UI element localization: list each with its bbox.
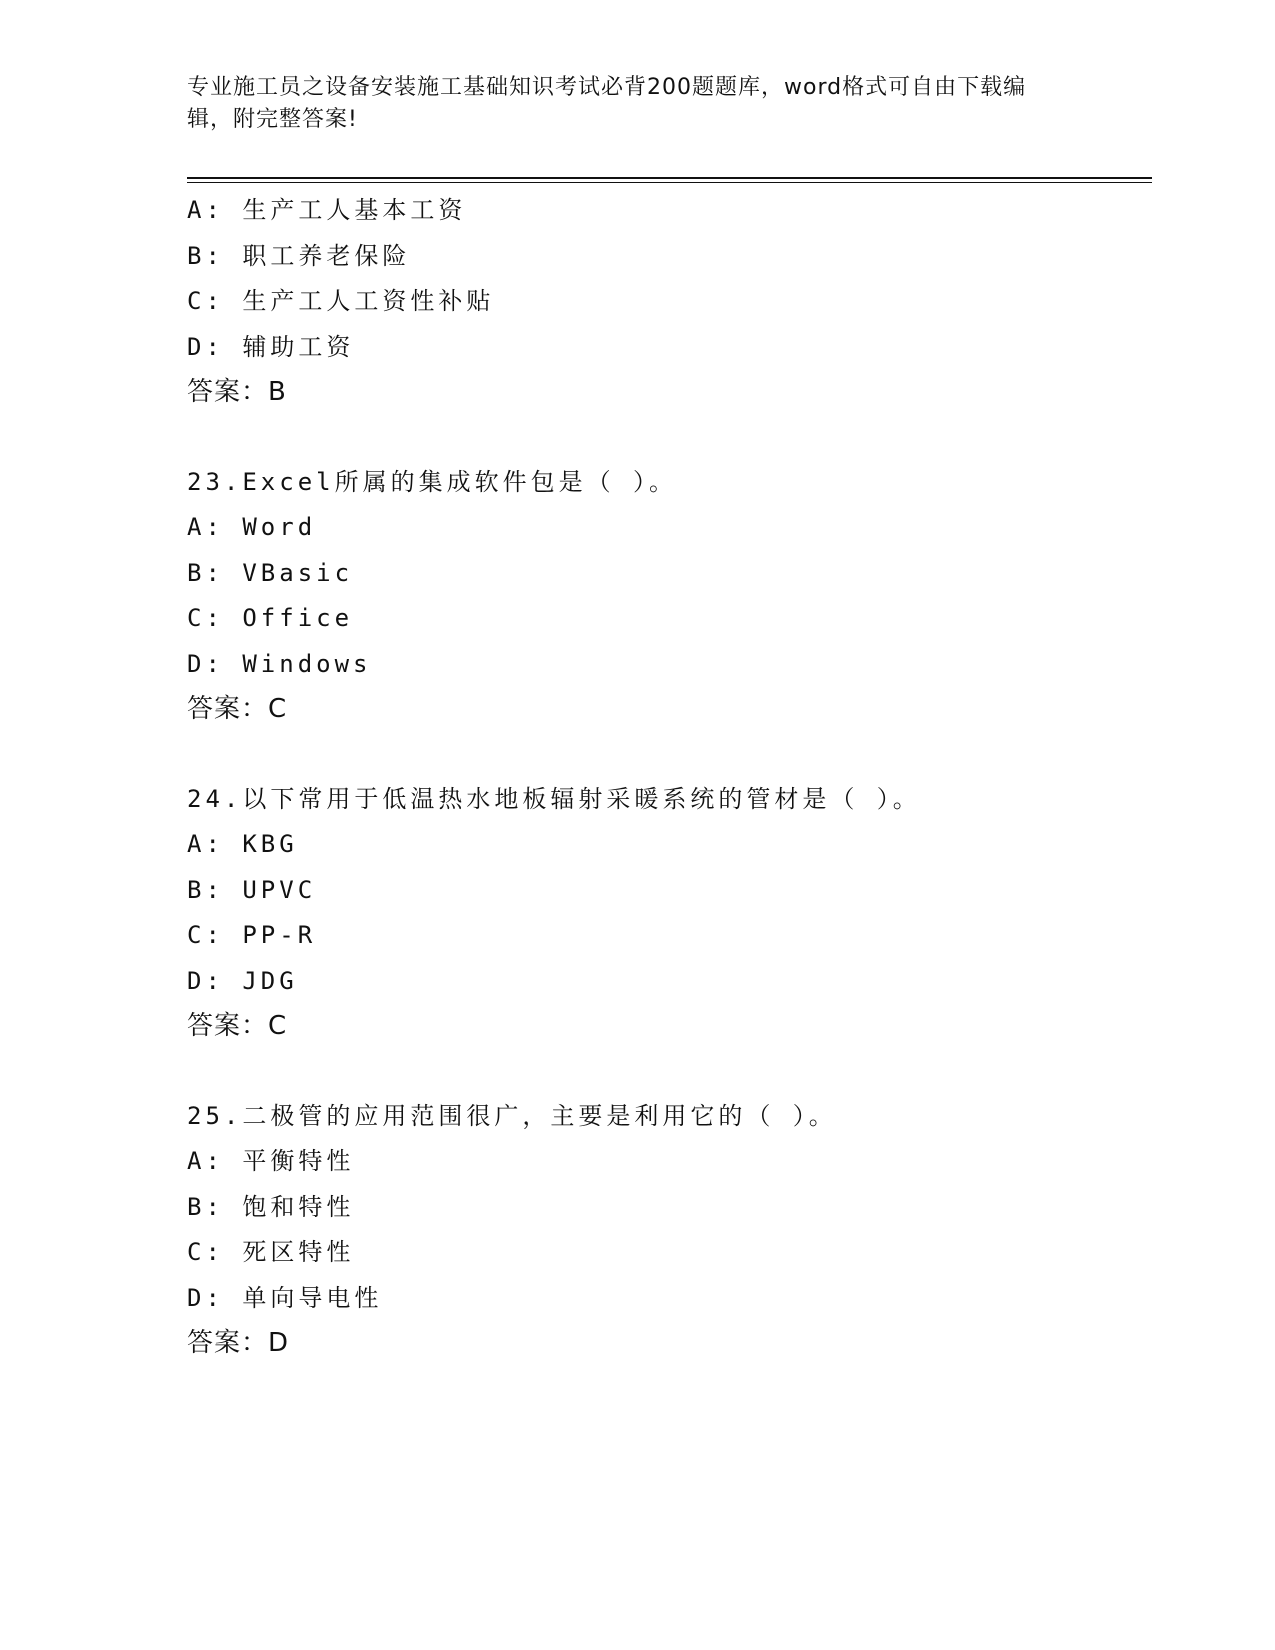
- option-a: A: KBG: [187, 830, 298, 858]
- option-b: B: 职工养老保险: [187, 241, 411, 270]
- option-a: A: Word: [187, 513, 317, 541]
- question-block-22: [187, 188, 1152, 416]
- question-block-23: [187, 460, 1152, 733]
- option-b: B: VBasic: [187, 558, 354, 587]
- answer-line: 答案：D: [187, 1328, 290, 1358]
- question-block-25: [187, 1094, 1152, 1367]
- option-a: A: 生产工人基本工资: [187, 196, 467, 224]
- option-c: C: PP-R: [187, 921, 317, 949]
- option-d: D: 辅助工资: [187, 332, 355, 361]
- option-d: D: 单向导电性: [187, 1283, 383, 1312]
- option-b: B: UPVC: [187, 875, 317, 904]
- question-block-24: [187, 777, 1152, 1050]
- option-a: A: 平衡特性: [187, 1147, 355, 1175]
- option-d: D: Windows: [187, 649, 372, 678]
- question-text: 24.以下常用于低温热水地板辐射采暖系统的管材是（ ）。: [187, 784, 921, 813]
- option-c: C: 死区特性: [187, 1238, 355, 1266]
- header-rule-thin: [187, 182, 1152, 183]
- answer-line: 答案：C: [187, 1011, 288, 1041]
- option-b: B: 饱和特性: [187, 1192, 355, 1221]
- header-rule-thick: [187, 177, 1152, 179]
- option-c: C: Office: [187, 604, 354, 632]
- answer-line: 答案：B: [187, 377, 287, 407]
- question-text: 25.二极管的应用范围很广，主要是利用它的（ ）。: [187, 1101, 837, 1130]
- option-c: C: 生产工人工资性补贴: [187, 287, 495, 315]
- question-text: 23.Excel所属的集成软件包是（ ）。: [187, 467, 678, 496]
- document-body: [187, 188, 1152, 1367]
- answer-line: 答案：C: [187, 694, 288, 724]
- option-d: D: JDG: [187, 966, 298, 995]
- document-title: 专业施工员之设备安装施工基础知识考试必背200题题库，word格式可自由下载编辑，附完整答案!: [187, 75, 1027, 132]
